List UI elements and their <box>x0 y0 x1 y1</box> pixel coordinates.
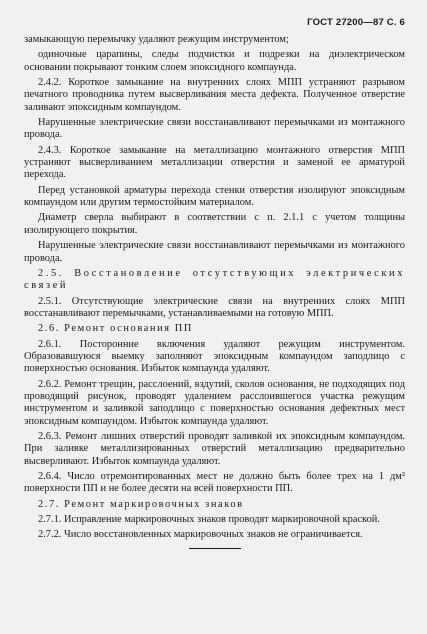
paragraph: Нарушенные электрические связи восстанавливают перемычками из монтажного провода. <box>24 240 405 264</box>
paragraph: Нарушенные электрические связи восстанавливают перемычками из монтажного провода. <box>24 117 405 141</box>
section-heading: 2.7. Ремонт маркировочных знаков <box>38 498 244 510</box>
paragraph: 2.7.2. Число восстановленных маркировочных знаков не ограничивается. <box>38 529 363 541</box>
paragraph: 2.6.3. Ремонт лишних отверстий проводят заливкой их эпоксидным компаундом. При заливке металлизированных отверстий металлизацию предварительно высверливают. Избыток компаунда удаляют. <box>24 430 405 467</box>
paragraph: Диаметр сверла выбирают в соответствии с п. 2.1.1 с учетом толщины изолирующего покрытия. <box>24 212 405 236</box>
paragraph: 2.5.1. Отсутствующие электрические связи на внутренних слоях МПП восстанавливают перемычками, устанавливаемыми на готовую МПП. <box>24 295 405 319</box>
paragraph: 2.6.1. Посторонние включения удаляют режущим инструментом. Образовавшуюся выемку заполняют эпоксидным компаундом заподлицо с поверхностью основания. Избыток компаунда удаляют. <box>24 338 405 375</box>
document-body <box>24 34 405 542</box>
end-rule <box>189 548 241 549</box>
page-header: ГОСТ 27200—87 С. 6 <box>307 17 405 28</box>
section-heading: 2.6. Ремонт основания ПП <box>38 323 194 335</box>
paragraph: 2.6.2. Ремонт трещин, расслоений, вздутий, сколов основания, не подходящих под проводящий рисунок, проводят удалением расслоившегося участка режущим инструментом и заливкой заподлицо с поверхностью основания дефектных мест эпоксидным компаундом. Избыток компаунда удаляют. <box>24 378 405 427</box>
paragraph: замыкающую перемычку удаляют режущим инструментом; <box>24 34 289 45</box>
paragraph: 2.4.2. Короткое замыкание на внутренних слоях МПП устраняют разрывом печатного проводника путем высверливания места дефекта. Полученное отверстие заливают эпоксидным компаундом. <box>24 77 405 113</box>
paragraph: Перед установкой арматуры перехода стенки отверстия изолируют эпоксидным компаундом или другим термостойким материалом. <box>24 184 405 209</box>
paragraph: 2.7.1. Исправление маркировочных знаков проводят маркировочной краской. <box>38 514 380 526</box>
paragraph: 2.6.4. Число отремонтированных мест не должно быть более трех на 1 дм² поверхности ПП и не более десяти на всей поверхности ПП. <box>24 471 405 495</box>
paragraph: 2.4.3. Короткое замыкание на металлизацию монтажного отверстия МПП устраняют высверливанием металлизации отверстия и заменой ее арматурой перехода. <box>24 144 405 181</box>
paragraph: одиночные царапины, следы подчистки и подрезки на диэлектрическом основании покрывают тонким слоем эпоксидного компаунда. <box>24 49 405 73</box>
section-heading: 2.5. Восстановление отсутствующих электрических связей <box>24 267 405 292</box>
